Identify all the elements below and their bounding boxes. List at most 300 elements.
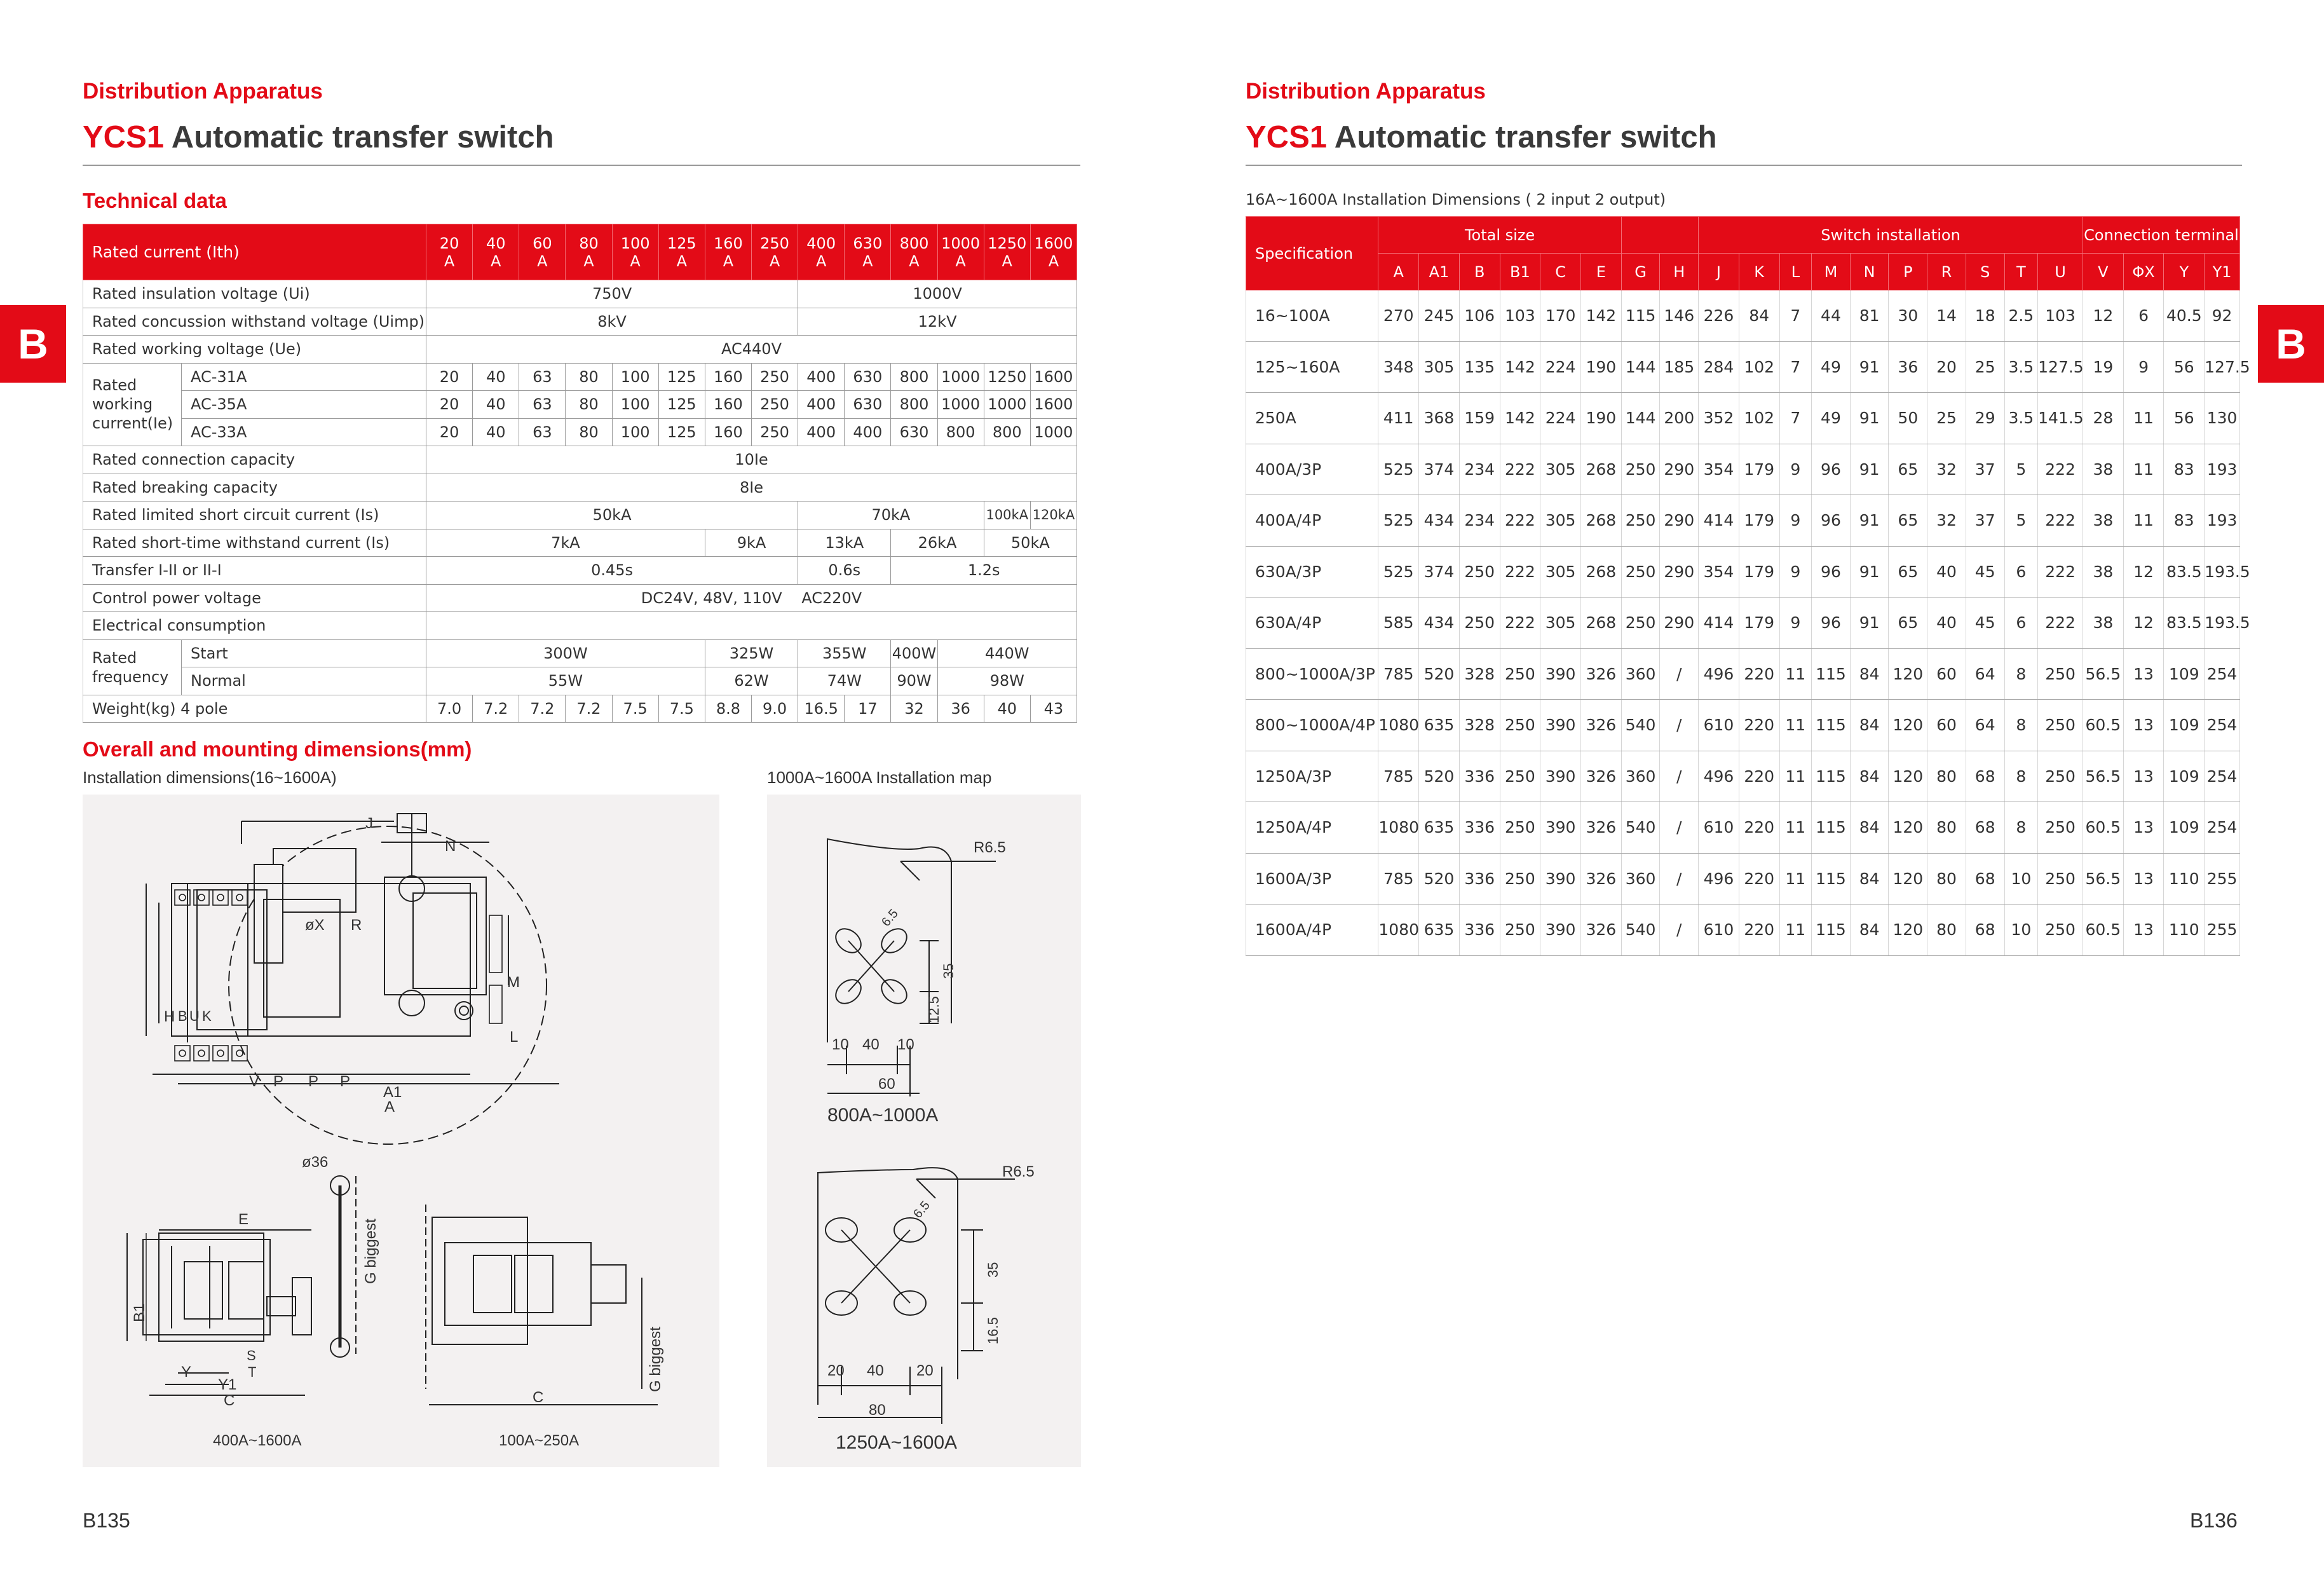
dimension-cell: 12 <box>2123 597 2164 649</box>
dimension-cell: 11 <box>1779 751 1812 802</box>
dimension-cell: 250 <box>1500 648 1540 700</box>
dimension-cell: 220 <box>1739 700 1779 751</box>
table-row: Rated connection capacity 10Ie <box>83 446 1077 474</box>
dimension-cell: 11 <box>1779 853 1812 905</box>
dimension-cell: 13 <box>2123 905 2164 956</box>
dimension-cell: 255 <box>2205 853 2240 905</box>
dimension-cell: 193 <box>2205 495 2240 547</box>
dimension-cell: 348 <box>1378 341 1419 393</box>
dimension-cell: 38 <box>2083 444 2123 495</box>
dimension-cell: 3.5 <box>2004 341 2038 393</box>
dimension-cell: 185 <box>1660 341 1699 393</box>
dimension-cell: 120 <box>1889 905 1927 956</box>
dimension-cell: 91 <box>1850 546 1889 597</box>
current-header: 60 A <box>519 224 566 280</box>
dimension-cell: 28 <box>2083 393 2123 444</box>
dimension-cell: 220 <box>1739 648 1779 700</box>
dimension-cell: 110 <box>2164 905 2205 956</box>
dimension-cell: 328 <box>1459 700 1500 751</box>
dimension-cell: 130 <box>2205 393 2240 444</box>
current-header: 80 A <box>566 224 612 280</box>
column-header: N <box>1850 254 1889 290</box>
dimension-cell: 6 <box>2123 290 2164 342</box>
dimension-cell: 96 <box>1812 495 1851 547</box>
spec-cell: 250A <box>1246 393 1378 444</box>
dimension-cell: 68 <box>1966 802 2004 854</box>
dimension-cell: / <box>1660 905 1699 956</box>
current-header: 1250 A <box>984 224 1030 280</box>
group-switch-installation: Switch installation <box>1699 217 2083 254</box>
dimension-cell: 36 <box>1889 341 1927 393</box>
dimension-cell: 91 <box>1850 341 1889 393</box>
spec-cell: 1600A/4P <box>1246 905 1378 956</box>
dimension-cell: 390 <box>1540 700 1581 751</box>
dimension-cell: 250 <box>1500 751 1540 802</box>
column-header: J <box>1699 254 1739 290</box>
dimension-cell: 120 <box>1889 853 1927 905</box>
dimension-cell: 354 <box>1699 444 1739 495</box>
dimension-cell: 9 <box>1779 444 1812 495</box>
current-header: 100 A <box>612 224 658 280</box>
dimension-cell: 374 <box>1419 444 1460 495</box>
dimension-cell: 496 <box>1699 751 1739 802</box>
dimension-cell: 109 <box>2164 648 2205 700</box>
dimension-cell: 56.5 <box>2083 853 2123 905</box>
dimension-cell: 7 <box>1779 341 1812 393</box>
dimension-cell: 2.5 <box>2004 290 2038 342</box>
dimension-cell: 64 <box>1966 648 2004 700</box>
dimension-cell: 3.5 <box>2004 393 2038 444</box>
dimension-drawing-panel: J N øX R M L H B U K V P P P A1 A ø36 E G biggest B1 T S Y Y1 C G biggest C 400A~1600A 100A~250A <box>83 795 719 1467</box>
dimension-cell: 37 <box>1966 444 2004 495</box>
dimension-cell: 83 <box>2164 444 2205 495</box>
dimension-cell: 585 <box>1378 597 1419 649</box>
right-page-number: B136 <box>2190 1509 2238 1532</box>
dimension-cell: 222 <box>2038 546 2083 597</box>
dimension-cell: 250 <box>1500 700 1540 751</box>
dimension-cell: 80 <box>1927 802 1966 854</box>
dimension-cell: 411 <box>1378 393 1419 444</box>
dimension-cell: 268 <box>1580 597 1621 649</box>
dimension-cell: 13 <box>2123 853 2164 905</box>
dimension-cell: 224 <box>1540 393 1581 444</box>
dimension-cell: 91 <box>1850 495 1889 547</box>
dimension-cell: 11 <box>2123 444 2164 495</box>
column-header: K <box>1739 254 1779 290</box>
caption-100-250: 100A~250A <box>499 1432 580 1449</box>
dimension-cell: 336 <box>1459 802 1500 854</box>
dimension-cell: 520 <box>1419 853 1460 905</box>
dimension-cell: 1080 <box>1378 700 1419 751</box>
table-row: Weight(kg) 4 pole 7.0 7.2 7.2 7.2 7.5 7.5 8.8 9.0 16.5 17 32 36 40 43 <box>83 695 1077 723</box>
dimension-cell: 60.5 <box>2083 700 2123 751</box>
dimension-cell: 268 <box>1580 444 1621 495</box>
left-side-tab: B <box>0 305 66 383</box>
table-row: Rated insulation voltage (Ui) 750V 1000V <box>83 280 1077 308</box>
dimension-cell: 250 <box>2038 751 2083 802</box>
column-header: T <box>2004 254 2038 290</box>
current-header: 20 A <box>426 224 473 280</box>
dimension-cell: 190 <box>1580 393 1621 444</box>
dimension-cell: 56.5 <box>2083 751 2123 802</box>
table-row: Rated working current(Ie) AC-31A 20 40 63 80 100 125 160 250 400 630 800 1000 1250 1600 <box>83 363 1077 391</box>
dimension-cell: 525 <box>1378 444 1419 495</box>
column-header: M <box>1812 254 1851 290</box>
dimension-cell: / <box>1660 853 1699 905</box>
dimension-cell: 305 <box>1540 444 1581 495</box>
dimension-cell: 65 <box>1889 495 1927 547</box>
caption-800-1000: 800A~1000A <box>827 1105 939 1126</box>
dimension-cell: 610 <box>1699 802 1739 854</box>
dimension-cell: 224 <box>1540 341 1581 393</box>
dimension-cell: 520 <box>1419 751 1460 802</box>
dimension-cell: 60 <box>1927 648 1966 700</box>
column-header: U <box>2038 254 2083 290</box>
dimension-cell: 8 <box>2004 700 2038 751</box>
dimension-cell: 96 <box>1812 597 1851 649</box>
dimension-cell: 8 <box>2004 802 2038 854</box>
dimension-cell: 352 <box>1699 393 1739 444</box>
dimension-cell: 250 <box>2038 802 2083 854</box>
dimension-cell: 190 <box>1580 341 1621 393</box>
column-header: A <box>1378 254 1419 290</box>
left-page-number: B135 <box>83 1509 130 1532</box>
table-row <box>1246 393 2240 444</box>
dimension-cell: 56 <box>2164 393 2205 444</box>
current-header: 1600 A <box>1030 224 1077 280</box>
dimension-cell: 222 <box>1500 444 1540 495</box>
dimension-cell: 328 <box>1459 648 1500 700</box>
dimension-cell: 49 <box>1812 393 1851 444</box>
dimension-cell: 11 <box>2123 495 2164 547</box>
dimension-cell: 200 <box>1660 393 1699 444</box>
dimension-cell: 326 <box>1580 802 1621 854</box>
right-section-label: Distribution Apparatus <box>1246 79 1486 104</box>
spec-cell: 800~1000A/4P <box>1246 700 1378 751</box>
dimension-cell: 84 <box>1850 802 1889 854</box>
dimension-cell: 1080 <box>1378 905 1419 956</box>
dimension-cell: 305 <box>1540 546 1581 597</box>
dimension-cell: 109 <box>2164 802 2205 854</box>
dimension-cell: 326 <box>1580 648 1621 700</box>
dimension-cell: 142 <box>1500 341 1540 393</box>
dimension-cell: 290 <box>1660 444 1699 495</box>
dimension-cell: 11 <box>1779 648 1812 700</box>
dimension-cell: 115 <box>1812 700 1851 751</box>
table-row <box>1246 853 2240 905</box>
dimension-cell: 1080 <box>1378 802 1419 854</box>
dimension-cell: 414 <box>1699 495 1739 547</box>
dimension-cell: 32 <box>1927 495 1966 547</box>
dimension-cell: 6 <box>2004 597 2038 649</box>
install-map-label: 1000A~1600A Installation map <box>767 768 992 787</box>
dimension-cell: 179 <box>1739 546 1779 597</box>
dimension-cell: 60 <box>1927 700 1966 751</box>
dimension-cell: 7 <box>1779 290 1812 342</box>
column-header: Y1 <box>2205 254 2240 290</box>
dimension-cell: 220 <box>1739 905 1779 956</box>
dimension-cell: 91 <box>1850 597 1889 649</box>
table-row <box>1246 700 2240 751</box>
column-header: S <box>1966 254 2004 290</box>
dimension-cell: 83 <box>2164 495 2205 547</box>
dimension-cell: 144 <box>1621 393 1660 444</box>
dimension-cell: 610 <box>1699 905 1739 956</box>
dimension-cell: 250 <box>1621 495 1660 547</box>
caption-1250-1600: 1250A~1600A <box>836 1432 958 1453</box>
dimension-cell: 7 <box>1779 393 1812 444</box>
table-row: Transfer I-II or II-I 0.45s 0.6s 1.2s <box>83 557 1077 585</box>
dimension-cell: 102 <box>1739 341 1779 393</box>
dimension-cell: 84 <box>1850 751 1889 802</box>
column-header: B <box>1459 254 1500 290</box>
dimension-cell: 25 <box>1927 393 1966 444</box>
dimension-cell: 250 <box>2038 700 2083 751</box>
dimension-cell: 11 <box>2123 393 2164 444</box>
dimension-cell: 56 <box>2164 341 2205 393</box>
dimension-cell: 336 <box>1459 853 1500 905</box>
dimension-cell: 305 <box>1419 341 1460 393</box>
dimension-cell: 9 <box>1779 597 1812 649</box>
dimension-cell: 785 <box>1378 853 1419 905</box>
dimension-cell: 13 <box>2123 802 2164 854</box>
dimension-cell: 390 <box>1540 648 1581 700</box>
table-row <box>1246 802 2240 854</box>
spec-cell: 630A/4P <box>1246 597 1378 649</box>
dimension-cell: 222 <box>1500 597 1540 649</box>
column-header: H <box>1660 254 1699 290</box>
dimension-cell: 268 <box>1580 546 1621 597</box>
dimension-cell: 434 <box>1419 597 1460 649</box>
dimension-cell: 11 <box>1779 905 1812 956</box>
technical-data-table <box>83 224 1077 723</box>
dimension-cell: 179 <box>1739 495 1779 547</box>
right-title-model: YCS1 <box>1246 120 1328 154</box>
dimension-cell: 10 <box>2004 905 2038 956</box>
dimension-cell: 525 <box>1378 546 1419 597</box>
dimension-cell: 64 <box>1966 700 2004 751</box>
dimension-cell: / <box>1660 648 1699 700</box>
dimension-cell: 268 <box>1580 495 1621 547</box>
dimension-cell: 20 <box>1927 341 1966 393</box>
dimension-cell: 83.5 <box>2164 546 2205 597</box>
dimension-cell: 360 <box>1621 648 1660 700</box>
group-total-size: Total size <box>1378 217 1621 254</box>
dimension-cell: 13 <box>2123 700 2164 751</box>
dimension-cell: / <box>1660 751 1699 802</box>
dimension-cell: 525 <box>1378 495 1419 547</box>
dimension-cell: 96 <box>1812 444 1851 495</box>
dimension-cell: 103 <box>1500 290 1540 342</box>
dimension-cell: 222 <box>2038 495 2083 547</box>
dimension-cell: / <box>1660 700 1699 751</box>
dimension-cell: 144 <box>1621 341 1660 393</box>
dimension-cell: 49 <box>1812 341 1851 393</box>
dimension-cell: 179 <box>1739 444 1779 495</box>
dimension-cell: 290 <box>1660 597 1699 649</box>
left-title-rule <box>83 165 1080 166</box>
dimension-cell: 65 <box>1889 546 1927 597</box>
dimension-cell: 326 <box>1580 905 1621 956</box>
spec-cell: 1250A/3P <box>1246 751 1378 802</box>
dimension-cell: 250 <box>1459 597 1500 649</box>
dimension-cell: 360 <box>1621 853 1660 905</box>
dimension-cell: 305 <box>1540 597 1581 649</box>
dimension-cell: 368 <box>1419 393 1460 444</box>
group-connection-terminal: Connection terminal <box>2083 217 2239 254</box>
dimension-cell: 326 <box>1580 700 1621 751</box>
current-header: 40 A <box>473 224 519 280</box>
dimension-cell: 290 <box>1660 495 1699 547</box>
dimension-cell: 120 <box>1889 648 1927 700</box>
dimension-cell: 6 <box>2004 546 2038 597</box>
dimension-cell: 109 <box>2164 751 2205 802</box>
dimension-cell: 30 <box>1889 290 1927 342</box>
spec-cell: 1250A/4P <box>1246 802 1378 854</box>
dimension-cell: 32 <box>1927 444 1966 495</box>
dimension-cell: 84 <box>1850 700 1889 751</box>
dimension-cell: 40 <box>1927 597 1966 649</box>
dimension-cell: 109 <box>2164 700 2205 751</box>
dimension-cell: 170 <box>1540 290 1581 342</box>
dimension-cell: 255 <box>2205 905 2240 956</box>
column-header: A1 <box>1419 254 1460 290</box>
dimension-cell: 142 <box>1500 393 1540 444</box>
dimension-cell: 290 <box>1660 546 1699 597</box>
dimension-cell: 222 <box>2038 597 2083 649</box>
dimension-cell: 254 <box>2205 648 2240 700</box>
dimension-cell: 250 <box>1459 546 1500 597</box>
dimension-cell: 45 <box>1966 546 2004 597</box>
spec-cell: 16~100A <box>1246 290 1378 342</box>
dimension-cell: 12 <box>2083 290 2123 342</box>
table-row: Rated limited short circuit current (Is) 50kA 70kA 100kA 120kA <box>83 502 1077 529</box>
table-row <box>1246 341 2240 393</box>
current-header: 125 A <box>658 224 705 280</box>
left-section-label: Distribution Apparatus <box>83 79 323 104</box>
column-header: C <box>1540 254 1581 290</box>
spec-cell: 125~160A <box>1246 341 1378 393</box>
dimension-cell: 390 <box>1540 853 1581 905</box>
dimension-cell: 234 <box>1459 495 1500 547</box>
dimension-cell: 84 <box>1850 853 1889 905</box>
table-row: Rated working voltage (Ue) AC440V <box>83 336 1077 364</box>
dimension-cell: 250 <box>1621 444 1660 495</box>
current-header: 160 A <box>705 224 751 280</box>
dimension-cell: 234 <box>1459 444 1500 495</box>
table-row <box>1246 905 2240 956</box>
current-header: 1000 A <box>937 224 984 280</box>
dimension-cell: 635 <box>1419 700 1460 751</box>
dimension-cell: 245 <box>1419 290 1460 342</box>
dimension-cell: 785 <box>1378 751 1419 802</box>
dimension-cell: 254 <box>2205 751 2240 802</box>
dimension-cell: 103 <box>2038 290 2083 342</box>
dimension-cell: 193 <box>2205 444 2240 495</box>
overall-dimensions-heading: Overall and mounting dimensions(mm) <box>83 737 472 761</box>
dimension-cell: 635 <box>1419 802 1460 854</box>
dimension-cell: 270 <box>1378 290 1419 342</box>
dimension-cell: 9 <box>1779 495 1812 547</box>
dimension-cell: 91 <box>1850 444 1889 495</box>
table-row <box>1246 290 2240 342</box>
dimension-cell: 83.5 <box>2164 597 2205 649</box>
dimension-cell: 13 <box>2123 648 2164 700</box>
table-row: Normal 55W 62W 74W 90W 98W <box>83 667 1077 695</box>
dimension-cell: 115 <box>1812 905 1851 956</box>
column-header: V <box>2083 254 2123 290</box>
table-row: Rated concussion withstand voltage (Uimp) 8kV 12kV <box>83 308 1077 336</box>
dimension-cell: 45 <box>1966 597 2004 649</box>
dimension-cell: 60.5 <box>2083 905 2123 956</box>
dimension-cell: 115 <box>1812 648 1851 700</box>
current-header: 630 A <box>845 224 891 280</box>
dimension-cell: 18 <box>1966 290 2004 342</box>
dimension-cell: 220 <box>1739 853 1779 905</box>
dimension-cell: 80 <box>1927 751 1966 802</box>
dimension-cell: 106 <box>1459 290 1500 342</box>
dimension-cell: 102 <box>1739 393 1779 444</box>
dimension-cell: 5 <box>2004 444 2038 495</box>
dimension-cell: 141.5 <box>2038 393 2083 444</box>
dimension-cell: 5 <box>2004 495 2038 547</box>
dimension-cell: 80 <box>1927 905 1966 956</box>
dimension-cell: 68 <box>1966 853 2004 905</box>
dimension-cell: 142 <box>1580 290 1621 342</box>
right-title-rule <box>1246 165 2242 166</box>
dimension-cell: 92 <box>2205 290 2240 342</box>
left-page-title <box>83 119 554 155</box>
dimension-cell: 284 <box>1699 341 1739 393</box>
caption-400-1600: 400A~1600A <box>213 1432 302 1449</box>
technical-data-table-wrap <box>83 224 1077 723</box>
dimension-cell: 496 <box>1699 853 1739 905</box>
dimension-cell: 38 <box>2083 597 2123 649</box>
dimension-cell: 120 <box>1889 700 1927 751</box>
dimension-cell: 135 <box>1459 341 1500 393</box>
dimension-cell: 115 <box>1812 751 1851 802</box>
dimension-cell: 96 <box>1812 546 1851 597</box>
dimension-cell: 250 <box>1621 546 1660 597</box>
dimension-cell: 785 <box>1378 648 1419 700</box>
dimension-cell: 29 <box>1966 393 2004 444</box>
dimension-cell: 220 <box>1739 751 1779 802</box>
dimension-cell: 19 <box>2083 341 2123 393</box>
table-row <box>1246 444 2240 495</box>
table-row <box>1246 546 2240 597</box>
dimension-cell: 115 <box>1812 802 1851 854</box>
dimension-cell: 11 <box>1779 700 1812 751</box>
column-header: ΦX <box>2123 254 2164 290</box>
spec-cell: 400A/4P <box>1246 495 1378 547</box>
dimension-cell: 254 <box>2205 802 2240 854</box>
dimension-cell: 56.5 <box>2083 648 2123 700</box>
spec-cell: 800~1000A/3P <box>1246 648 1378 700</box>
dimension-cell: 250 <box>1500 905 1540 956</box>
dimension-cell: 40.5 <box>2164 290 2205 342</box>
dimension-cell: 540 <box>1621 802 1660 854</box>
dimension-cell: 9 <box>1779 546 1812 597</box>
current-header: 400 A <box>798 224 845 280</box>
column-header: E <box>1580 254 1621 290</box>
dimension-cell: 38 <box>2083 546 2123 597</box>
dimension-cell: 159 <box>1459 393 1500 444</box>
dimension-cell: 250 <box>1500 802 1540 854</box>
dimension-cell: 38 <box>2083 495 2123 547</box>
dimension-cell: 50 <box>1889 393 1927 444</box>
dimension-cell: 222 <box>1500 495 1540 547</box>
dimension-cell: 305 <box>1540 495 1581 547</box>
